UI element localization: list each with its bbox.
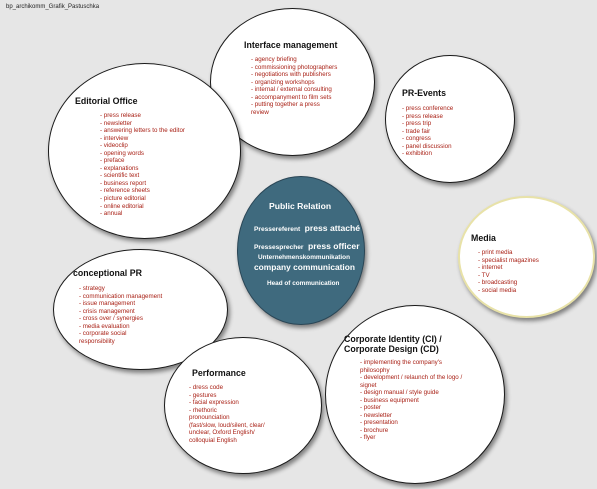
list-item: - commissioning photographers (251, 63, 338, 71)
list-item: - internal / external consulting (251, 86, 332, 94)
list-item: - opening words (100, 149, 145, 157)
list-item: - brochure (360, 426, 389, 434)
list-item: - dress code (189, 384, 224, 391)
list-item: - congress (402, 135, 431, 143)
conceptional-pr-title: conceptional PR (73, 268, 142, 278)
pr-events-list (402, 105, 453, 158)
list-item: - newsletter (100, 119, 132, 127)
head-of-communication-label: Head of communication (267, 280, 340, 287)
list-item: - press release (100, 112, 141, 119)
list-item: - broadcasting (478, 279, 518, 287)
list-item: - newsletter (360, 411, 392, 419)
list-item: - agency briefing (251, 56, 297, 63)
list-item: - panel discussion (402, 142, 452, 150)
list-item: - design manual / style guide (360, 389, 439, 397)
list-item: - facial expression (189, 399, 239, 407)
list-item: responsibility (79, 337, 115, 345)
list-item: - development / relaunch of the logo / (360, 374, 463, 382)
list-item: - putting together a press (251, 101, 320, 109)
list-item: - TV (478, 271, 490, 279)
corporate-identity-title (344, 334, 442, 354)
list-item: - explanations (100, 164, 139, 172)
editorial-office-list (100, 112, 185, 218)
list-item: review (251, 108, 269, 116)
list-item: colloquial English (189, 436, 237, 444)
media-title: Media (471, 233, 496, 243)
performance-list (189, 384, 265, 444)
list-item: unclear, Oxford English/ (189, 429, 255, 437)
editorial-office-title: Editorial Office (75, 96, 138, 106)
list-item: - gestures (189, 391, 217, 399)
public-relation-title: Public Relation (269, 201, 332, 211)
list-item: - crisis management (79, 307, 135, 315)
list-item: (fast/slow, loud/silent, clear/ (189, 421, 265, 429)
performance-title: Performance (192, 368, 246, 378)
list-item: - press release (402, 112, 443, 120)
list-item: - picture editorial (100, 195, 146, 203)
corporate-identity-list (360, 359, 462, 442)
conceptional-pr-list (79, 285, 162, 345)
list-item: - videoclip (100, 142, 128, 150)
list-item: - exhibition (402, 150, 432, 158)
press-attache-label: press attaché (304, 223, 361, 233)
list-item: - press conference (402, 105, 454, 112)
list-item: - organizing workshops (251, 78, 315, 86)
list-item: - scientific text (100, 172, 140, 180)
list-item: - poster (360, 404, 381, 412)
pressesprecher-label: Pressesprecher (254, 244, 304, 251)
pr-events-title: PR-Events (402, 88, 446, 98)
list-item: - issue management (79, 300, 136, 308)
interface-management-list (251, 56, 337, 116)
list-item: - answering letters to the editor (100, 127, 185, 135)
list-item: - corporate social (79, 330, 127, 338)
press-attache-line (254, 218, 360, 236)
company-communication-label: company communication (254, 262, 355, 272)
list-item: - business report (100, 179, 147, 187)
document-header: bp_archikomm_Grafik_Pastuschka (6, 4, 100, 10)
list-item: - rhethoric (189, 406, 217, 414)
list-item: - implementing the company's (360, 359, 442, 366)
press-officer-label: press officer (307, 241, 360, 251)
list-item: - strategy (79, 285, 105, 292)
list-item: - cross over / synergies (79, 315, 143, 323)
list-item: pronounciation (189, 414, 230, 422)
press-officer-line (254, 236, 360, 254)
interface-management-title: Interface management (244, 40, 338, 50)
list-item: - media evaluation (79, 322, 130, 330)
list-item: - print media (478, 249, 513, 256)
list-item: - press trip (402, 120, 432, 128)
list-item: - interview (100, 134, 129, 142)
pressereferent-label: Pressereferent (254, 226, 301, 233)
list-item: - preface (100, 157, 125, 165)
list-item: - trade fair (402, 127, 431, 135)
list-item: - annual (100, 210, 123, 218)
list-item: - accompanyment to film sets (251, 93, 332, 101)
list-item: - communication management (79, 292, 163, 300)
list-item: - internet (478, 264, 503, 272)
unternehmenskommunikation-label: Unternehmenskommunikation (258, 254, 350, 261)
media-list (478, 249, 539, 294)
list-item: - negotiations with publishers (251, 71, 331, 79)
list-item: - social media (478, 286, 517, 294)
list-item: - online editorial (100, 202, 144, 210)
corporate-identity-title-line2: Corporate Design (CD) (344, 344, 439, 355)
list-item: - presentation (360, 419, 398, 427)
list-item: signet (360, 381, 377, 389)
list-item: - specialist magazines (478, 256, 539, 264)
list-item: - business equipment (360, 396, 419, 404)
list-item: philosophy (360, 366, 390, 374)
corporate-identity-title-line1: Corporate Identity (CI) / (344, 334, 442, 344)
list-item: - flyer (360, 434, 376, 442)
list-item: - reference sheets (100, 187, 150, 195)
